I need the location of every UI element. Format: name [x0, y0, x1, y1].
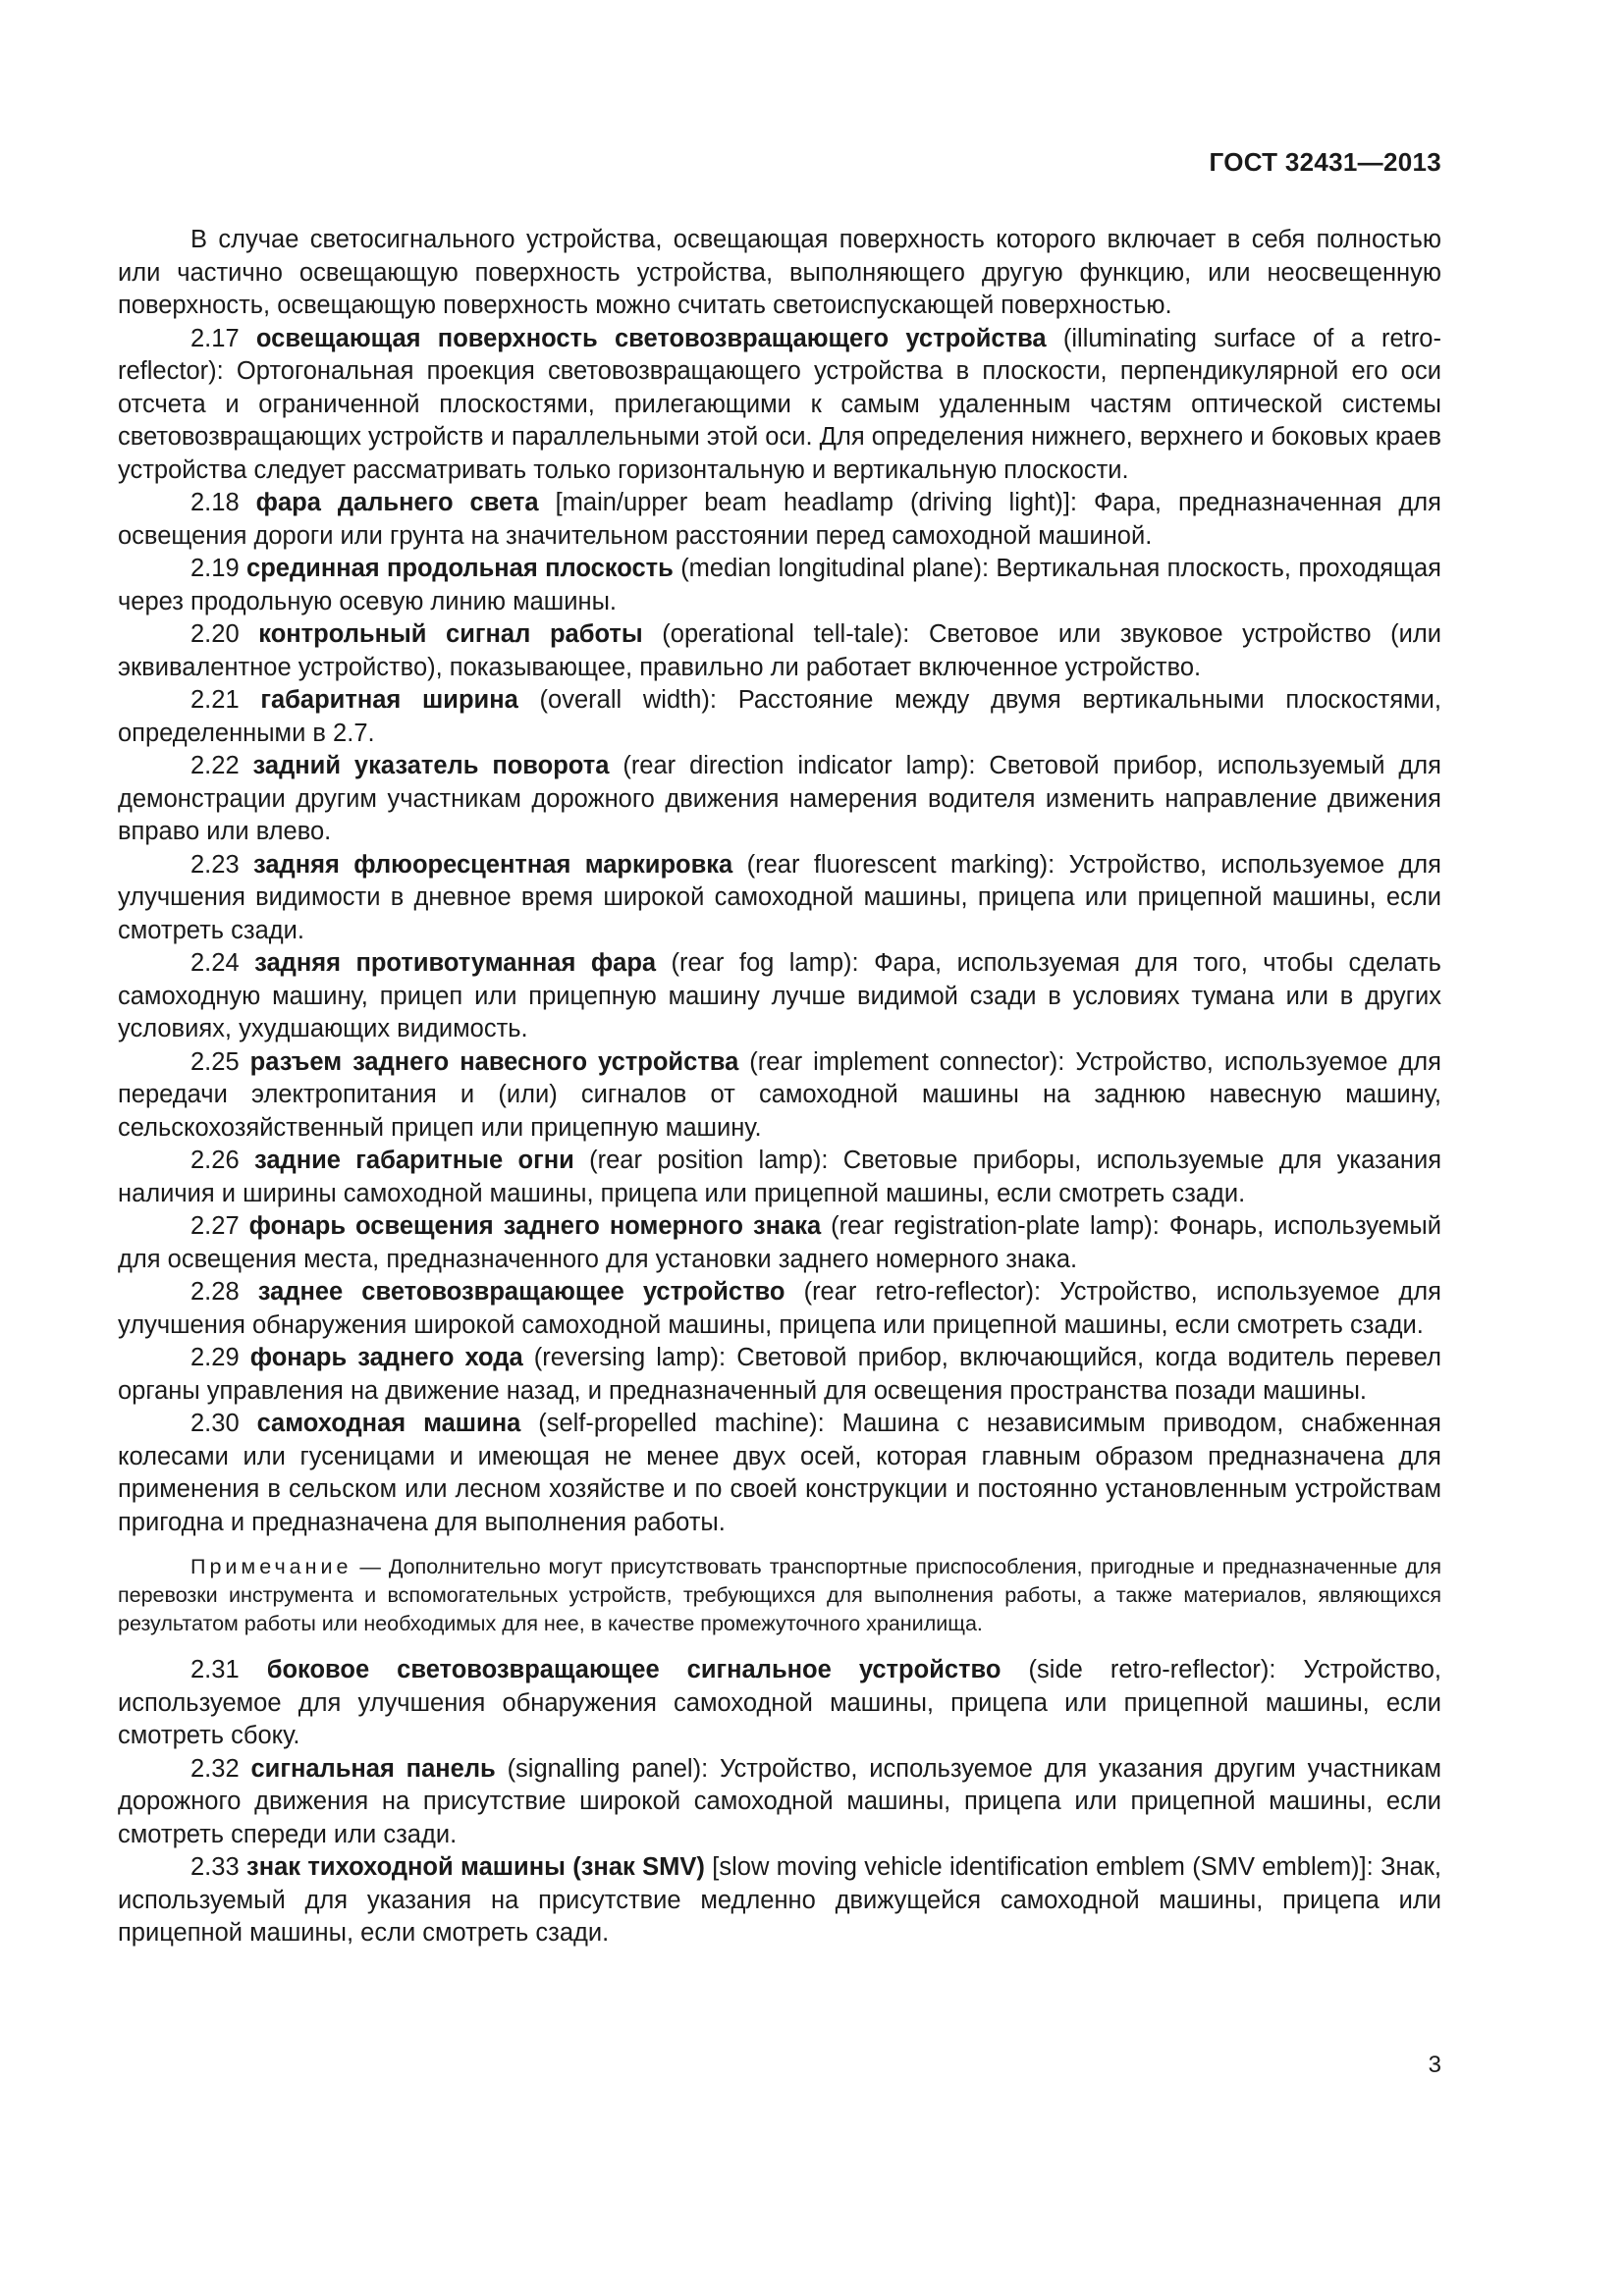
definition-text: (rear position lamp): Световые приборы, используемые для указания наличия и ширины самоходной машины, прицепа или прицепной машины, если смотреть сзади. [118, 1147, 1442, 1207]
definition-term: задний указатель поворота [252, 752, 610, 779]
definition-item [118, 487, 1441, 553]
definition-number: 2.25 [190, 1047, 240, 1076]
definition-term: разъем заднего навесного устройства [249, 1047, 739, 1076]
definition-item [118, 1408, 1441, 1539]
definition-term: габаритная ширина [260, 686, 518, 714]
definition-number: 2.31 [190, 1656, 240, 1683]
definition-term: фонарь освещения заднего номерного знака [248, 1212, 822, 1240]
definition-text: [main/upper beam headlamp (driving light)]: Фара, предназначенная для освещения дороги или грунта на значительном расстоянии перед самоходной машиной. [118, 489, 1441, 550]
definition-term: боковое световозвращающее сигнальное устройство [266, 1656, 1001, 1683]
definition-term: задние габаритные огни [254, 1147, 574, 1174]
definitions-list [118, 323, 1441, 1540]
definition-number: 2.30 [190, 1410, 240, 1437]
definition-number: 2.33 [190, 1853, 240, 1881]
definition-term: контрольный сигнал работы [258, 620, 643, 648]
definition-number: 2.24 [190, 949, 240, 977]
note-text: — Дополнительно могут присутствовать транспортные приспособления, пригодные и предназначенные для перевозки инструмента и вспомогательных устройств, требующихся для выполнения работы, а также материалов, являющихся результатом работы или необходимых для нее, в качестве промежуточного хранилища. [118, 1555, 1441, 1635]
definition-number: 2.29 [190, 1344, 240, 1371]
definition-text: (rear registration-plate lamp): Фонарь, используемый для освещения места, предназначенного для установки заднего номерного знака. [118, 1212, 1441, 1273]
definition-number: 2.32 [190, 1754, 240, 1783]
definition-item [118, 750, 1441, 849]
definition-number: 2.23 [190, 850, 240, 879]
definition-text: (overall width): Расстояние между двумя вертикальными плоскостями, определенными в 2.7. [118, 686, 1441, 747]
document-code-header: ГОСТ 32431—2013 [1209, 147, 1441, 177]
definition-text: (rear fluorescent marking): Устройство, используемое для улучшения видимости в дневное время широкой самоходной машины, прицепа или прицепной машины, если смотреть сзади. [118, 850, 1441, 944]
definition-term: заднее световозвращающее устройство [257, 1278, 785, 1306]
definition-term: срединная продольная плоскость [246, 555, 674, 582]
definition-term: освещающая поверхность световозвращающего устройства [255, 324, 1047, 352]
definition-item [118, 1654, 1441, 1753]
definition-term: самоходная машина [256, 1410, 521, 1437]
definition-item [118, 1210, 1441, 1276]
definition-term: сигнальная панель [250, 1754, 496, 1783]
definition-item [118, 1046, 1441, 1146]
definition-item [118, 849, 1441, 948]
definition-number: 2.18 [190, 489, 240, 516]
definition-term: задняя противотуманная фара [254, 949, 657, 977]
definition-number: 2.22 [190, 752, 240, 779]
definition-item [118, 1342, 1441, 1408]
definition-text: (illuminating surface of a retro-reflector): Ортогональная проекция световозвращающего устройства в плоскости, перпендикулярной его оси отсчета и ограниченной плоскостями, прилегающими к самым удаленным частям оптической системы световозвращающих устройств и параллельными этой оси. Для определения нижнего, верхнего и боковых краев устройства следует рассматривать только горизонтальную и вертикальную плоскости. [118, 324, 1441, 484]
document-body [118, 224, 1441, 1950]
definition-item [118, 553, 1441, 618]
note-paragraph [118, 1553, 1441, 1638]
definition-text: [slow moving vehicle identification emblem (SMV emblem)]: Знак, используемый для указания на присутствие медленно движущейся самоходной машины, прицепа или прицепной машины, если смотреть сзади. [118, 1853, 1441, 1947]
definition-number: 2.17 [190, 324, 240, 352]
definition-item [118, 1851, 1441, 1950]
definition-item [118, 618, 1441, 684]
note-label: Примечание [190, 1555, 352, 1578]
page-number: 3 [1428, 2052, 1441, 2078]
definition-text: (rear fog lamp): Фара, используемая для того, чтобы сделать самоходную машину, прицеп или прицепную машину лучше видимой сзади в условиях тумана или в других условиях, ухудшающих видимость. [118, 949, 1441, 1042]
definition-text: (reversing lamp): Световой прибор, включающийся, когда водитель перевел органы управления на движение назад, и предназначенный для освещения пространства позади машины. [118, 1344, 1441, 1405]
definition-item [118, 323, 1441, 488]
definition-number: 2.21 [190, 686, 240, 714]
definition-number: 2.26 [190, 1147, 240, 1174]
definition-number: 2.27 [190, 1212, 240, 1240]
definition-term: фара дальнего света [255, 489, 539, 516]
definition-term: задняя флюоресцентная маркировка [253, 850, 733, 879]
intro-paragraph: В случае светосигнального устройства, освещающая поверхность которого включает в себя полностью или частично освещающую поверхность устройства, выполняющего другую функцию, или неосвещенную поверхность, освещающую поверхность можно считать светоиспускающей поверхностью. [118, 226, 1441, 319]
definition-term: фонарь заднего хода [249, 1344, 523, 1371]
definition-item [118, 1753, 1441, 1852]
definition-number: 2.19 [190, 555, 240, 582]
definition-text: (rear implement connector): Устройство, используемое для передачи электропитания и (или) сигналов от самоходной машины на заднюю навесную машину, сельскохозяйственный прицеп или прицепную машину. [118, 1047, 1441, 1142]
definition-text: (signalling panel): Устройство, используемое для указания другим участникам дорожного движения на присутствие широкой самоходной машины, прицепа или прицепной машины, если смотреть спереди или сзади. [118, 1754, 1442, 1848]
definition-number: 2.28 [190, 1278, 240, 1306]
definition-text: (rear retro-reflector): Устройство, используемое для улучшения обнаружения широкой самоходной машины, прицепа или прицепной машины, если смотреть сзади. [118, 1278, 1441, 1339]
definition-term: знак тихоходной машины (знак SMV) [246, 1853, 705, 1881]
definition-item [118, 1276, 1441, 1342]
definition-item [118, 947, 1441, 1046]
definition-text: (operational tell-tale): Световое или звуковое устройство (или эквивалентное устройство), показывающее, правильно ли работает включенное устройство. [118, 620, 1441, 681]
definition-text: (median longitudinal plane): Вертикальная плоскость, проходящая через продольную осевую линию машины. [118, 555, 1441, 615]
definition-item [118, 1145, 1441, 1210]
definition-text: (self-propelled machine): Машина с независимым приводом, снабженная колесами или гусеницами и имеющая не менее двух осей, которая главным образом предназначена для применения в сельском или лесном хозяйстве и по своей конструкции и постоянно установленным устройствам пригодна и предназначена для выполнения работы. [118, 1410, 1441, 1536]
definitions-list-continued [118, 1654, 1441, 1950]
definition-number: 2.20 [190, 620, 240, 648]
definition-text: (side retro-reflector): Устройство, используемое для улучшения обнаружения самоходной машины, прицепа или прицепной машины, если смотреть сбоку. [118, 1656, 1442, 1749]
definition-item [118, 684, 1441, 750]
definition-text: (rear direction indicator lamp): Световой прибор, используемый для демонстрации другим участникам дорожного движения намерения водителя изменить направление движения вправо или влево. [118, 752, 1441, 845]
